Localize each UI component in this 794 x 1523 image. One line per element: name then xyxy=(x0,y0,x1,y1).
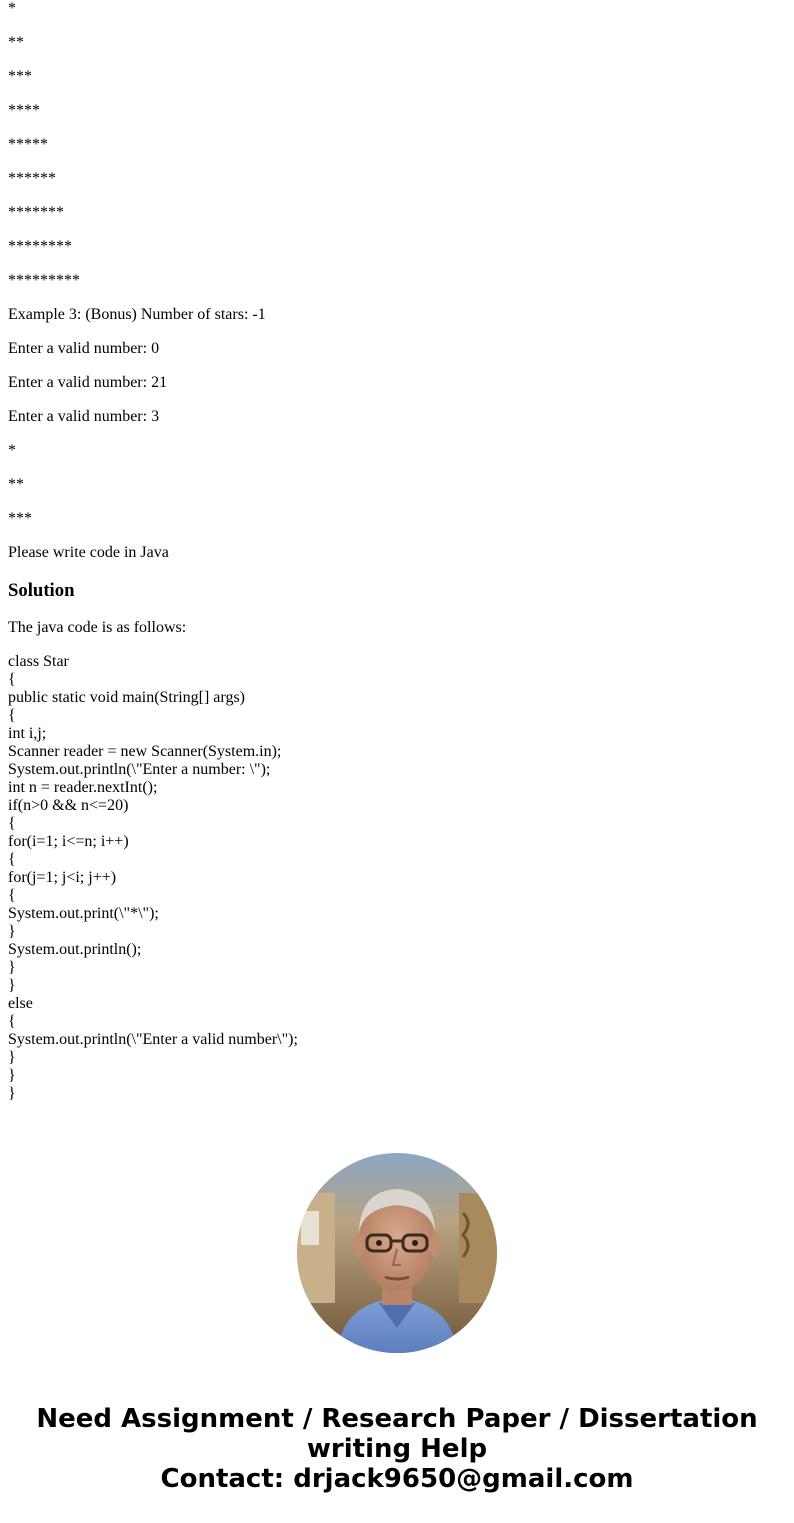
promo-line-1: Need Assignment / Research Paper / Dissertation xyxy=(36,1404,758,1434)
promo-line-2: writing Help xyxy=(306,1434,488,1464)
text-line: Enter a valid number: 3 xyxy=(8,408,160,425)
problem-text xyxy=(8,0,786,562)
code-line: Scanner reader = new Scanner(System.in); xyxy=(8,743,282,760)
text-line: ******* xyxy=(8,204,64,221)
text-line: *** xyxy=(8,68,32,85)
text-line: ****** xyxy=(8,170,56,187)
code-line: public static void main(String[] args) xyxy=(8,689,245,706)
code-line: System.out.println(\"Enter a valid number\"); xyxy=(8,1031,298,1048)
text-line: ***** xyxy=(8,136,48,153)
code-line: } xyxy=(8,923,16,940)
code-line: System.out.println(); xyxy=(8,941,142,958)
code-line: System.out.println(\"Enter a number: \"); xyxy=(8,761,271,778)
text-line: **** xyxy=(8,102,40,119)
code-line: { xyxy=(8,887,16,904)
solution-intro: The java code is as follows: xyxy=(8,619,187,636)
code-line: } xyxy=(8,977,16,994)
code-line: } xyxy=(8,1067,16,1084)
code-line: for(j=1; j<i; j++) xyxy=(8,869,117,886)
text-line: * xyxy=(8,442,16,459)
promo-contact: Contact: drjack9650@gmail.com xyxy=(160,1464,634,1494)
code-line: System.out.print(\"*\"); xyxy=(8,905,159,922)
text-line: Enter a valid number: 21 xyxy=(8,374,168,391)
code-line: } xyxy=(8,1085,16,1102)
text-line: Please write code in Java xyxy=(8,544,169,561)
author-photo xyxy=(297,1153,497,1353)
code-line: { xyxy=(8,1013,16,1030)
code-line: { xyxy=(8,671,16,688)
document-content xyxy=(8,0,786,1103)
text-line: * xyxy=(8,0,16,17)
code-line: { xyxy=(8,707,16,724)
text-line: Example 3: (Bonus) Number of stars: -1 xyxy=(8,306,266,323)
solution-heading: Solution xyxy=(8,580,75,601)
code-line: } xyxy=(8,959,16,976)
code-block xyxy=(8,653,786,1103)
text-line: ******** xyxy=(8,238,72,255)
code-line: if(n>0 && n<=20) xyxy=(8,797,129,814)
author-avatar xyxy=(297,1153,497,1353)
text-line: Enter a valid number: 0 xyxy=(8,340,160,357)
text-line: *** xyxy=(8,510,32,527)
text-line: ********* xyxy=(8,272,80,289)
code-line: for(i=1; i<=n; i++) xyxy=(8,833,129,850)
code-line: { xyxy=(8,815,16,832)
promo-banner xyxy=(0,1404,794,1494)
code-line: int n = reader.nextInt(); xyxy=(8,779,158,796)
code-line: } xyxy=(8,1049,16,1066)
text-line: ** xyxy=(8,476,24,493)
code-line: else xyxy=(8,995,33,1012)
code-line: class Star xyxy=(8,653,69,670)
code-line: int i,j; xyxy=(8,725,47,742)
text-line: ** xyxy=(8,34,24,51)
code-line: { xyxy=(8,851,16,868)
